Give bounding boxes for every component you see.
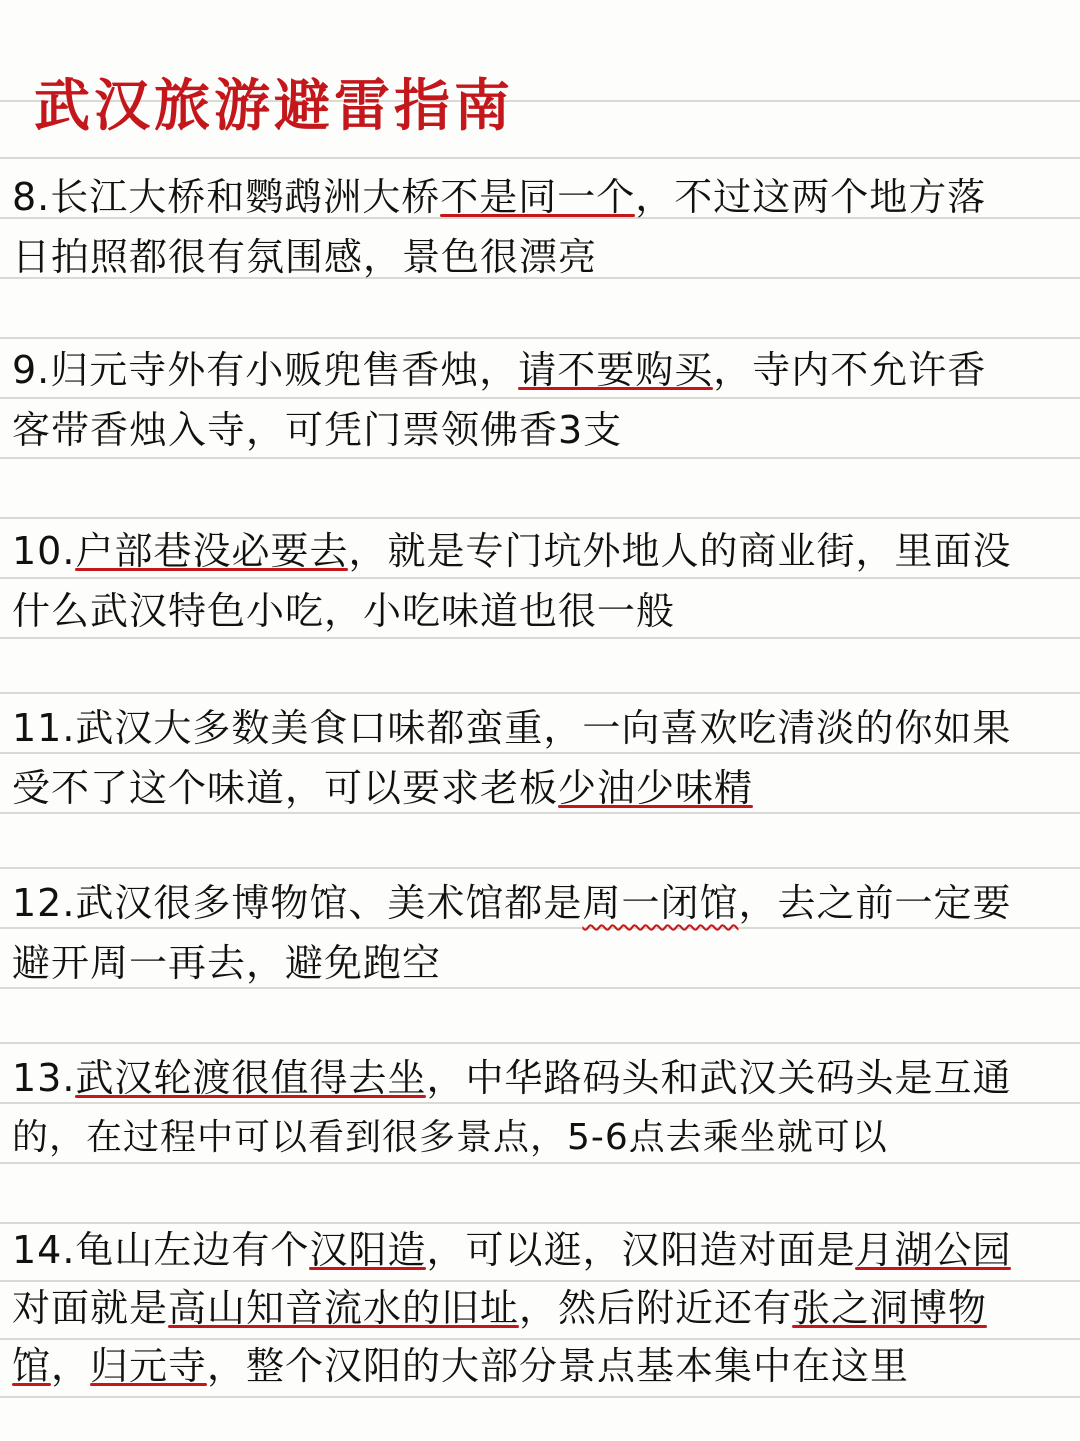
tip-text: ，去之前一定要 xyxy=(738,881,1012,925)
tip-highlight: 少油少味精 xyxy=(558,766,754,810)
tip-text: ，可以逛，汉阳造对面是 xyxy=(426,1228,856,1272)
tip-highlight: 高山知音流水的旧址 xyxy=(168,1286,520,1330)
tip-text: 8.长江大桥和鹦鹉洲大桥 xyxy=(12,175,441,219)
tip-text: ，然后附近还有 xyxy=(519,1286,793,1330)
tip-text: 对面就是 xyxy=(12,1286,169,1330)
tip-highlight: 归元寺 xyxy=(90,1344,208,1388)
tip-highlight: 武汉轮渡很值得去坐 xyxy=(75,1056,427,1100)
tip-9 xyxy=(12,340,1072,460)
ruled-line xyxy=(0,157,1080,159)
tip-text: 受不了这个味道，可以要求老板 xyxy=(12,766,559,810)
ruled-line xyxy=(0,517,1080,519)
tip-line xyxy=(12,873,1072,933)
tip-text: ，寺内不允许香 xyxy=(713,348,987,392)
ruled-line xyxy=(0,692,1080,694)
tip-text: 10. xyxy=(12,529,76,573)
tip-text: 客带香烛入寺，可凭门票领佛香3支 xyxy=(12,408,623,452)
tip-10 xyxy=(12,521,1072,641)
tip-line xyxy=(12,521,1072,581)
tip-text: 避开周一再去，避免跑空 xyxy=(12,941,442,985)
tip-line xyxy=(12,400,1072,460)
tip-line xyxy=(12,1108,1072,1168)
tip-line xyxy=(12,758,1072,818)
tip-text: 的，在过程中可以看到很多景点，5-6点去乘坐就可以 xyxy=(12,1117,888,1158)
tip-highlight: 馆 xyxy=(12,1344,52,1388)
tip-highlight: 不是同一个 xyxy=(440,175,636,219)
tip-11 xyxy=(12,698,1072,818)
ruled-line xyxy=(0,867,1080,869)
tip-line xyxy=(12,167,1072,227)
tip-text: ，中华路码头和武汉关码头是互通 xyxy=(426,1056,1012,1100)
tip-8 xyxy=(12,167,1072,287)
tip-line xyxy=(12,933,1072,993)
tip-line xyxy=(12,1337,1072,1395)
tip-highlight: 周一闭馆 xyxy=(582,881,739,925)
tip-13 xyxy=(12,1048,1072,1168)
tip-line xyxy=(12,581,1072,641)
tip-text: 14.龟山左边有个 xyxy=(12,1228,310,1272)
tip-text: ，不过这两个地方落 xyxy=(635,175,987,219)
tip-text: 12.武汉很多博物馆、美术馆都是 xyxy=(12,881,583,925)
tip-highlight: 请不要购买 xyxy=(518,348,714,392)
tip-highlight: 月湖公园 xyxy=(855,1228,1012,1272)
tip-highlight: 汉阳造 xyxy=(309,1228,427,1272)
tip-text: ，就是专门坑外地人的商业街，里面没 xyxy=(348,529,1012,573)
ruled-line xyxy=(0,1042,1080,1044)
tip-text: ，整个汉阳的大部分景点基本集中在这里 xyxy=(207,1344,910,1388)
tip-text: 日拍照都很有氛围感，景色很漂亮 xyxy=(12,235,598,279)
page-title: 武汉旅游避雷指南 xyxy=(34,74,514,139)
tip-text: 13. xyxy=(12,1056,76,1100)
tip-line xyxy=(12,698,1072,758)
tip-14 xyxy=(12,1221,1072,1395)
tip-line xyxy=(12,340,1072,400)
tip-line xyxy=(12,1221,1072,1279)
tip-line xyxy=(12,1048,1072,1108)
tip-text: 9.归元寺外有小贩兜售香烛， xyxy=(12,348,519,392)
tip-line xyxy=(12,1279,1072,1337)
tip-highlight: 户部巷没必要去 xyxy=(75,529,349,573)
ruled-line xyxy=(0,1396,1080,1398)
tip-text: 11.武汉大多数美食口味都蛮重，一向喜欢吃清淡的你如果 xyxy=(12,706,1012,750)
tip-text: 什么武汉特色小吃，小吃味道也很一般 xyxy=(12,589,676,633)
tip-12 xyxy=(12,873,1072,993)
tip-line xyxy=(12,227,1072,287)
ruled-line xyxy=(0,337,1080,339)
tip-highlight: 张之洞博物 xyxy=(792,1286,988,1330)
tip-text: ， xyxy=(51,1344,91,1388)
